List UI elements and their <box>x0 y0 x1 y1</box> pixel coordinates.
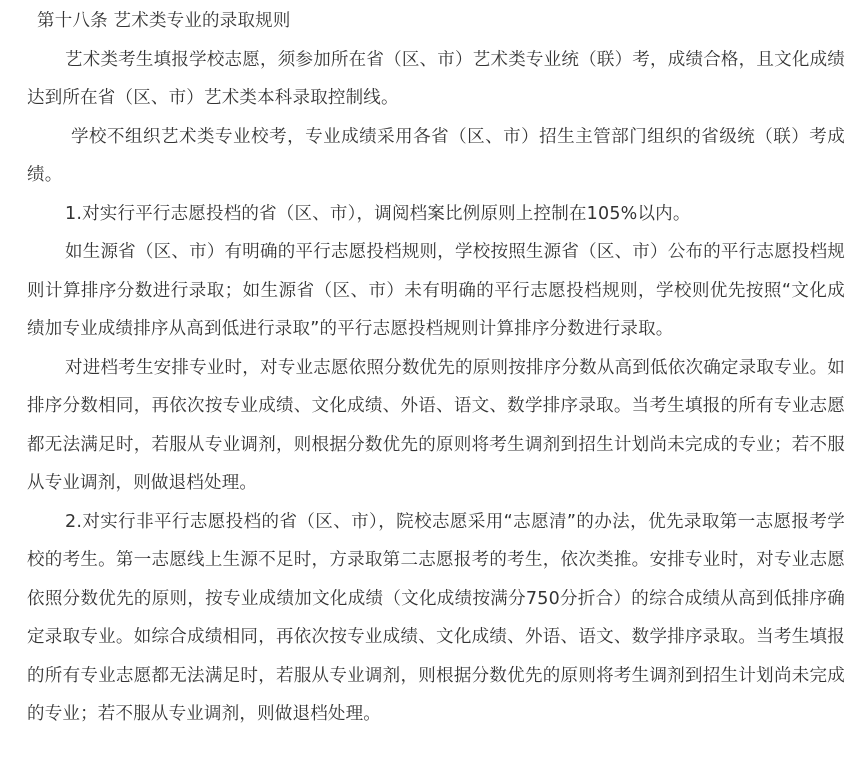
paragraph-parallel-rules: 如生源省（区、市）有明确的平行志愿投档规则，学校按照生源省（区、市）公布的平行志愿投档规则计算排序分数进行录取；如生源省（区、市）未有明确的平行志愿投档规则，学校则优先按照“文化成绩加专业成绩排序从高到低进行录取”的平行志愿投档规则计算排序分数进行录取。 <box>27 242 845 339</box>
paragraph-non-parallel: 2.对实行非平行志愿投档的省（区、市），院校志愿采用“志愿清”的办法，优先录取第一志愿报考学校的考生。第一志愿线上生源不足时，方录取第二志愿报考的考生，依次类推。安排专业时，对专业志愿依照分数优先的原则，按专业成绩加文化成绩（文化成绩按满分750分折合）的综合成绩从高到低排序确定录取专业。如综合成绩相同，再依次按专业成绩、文化成绩、外语、语文、数学排序录取。当考生填报的所有专业志愿都无法满足时，若服从专业调剂，则根据分数优先的原则将考生调剂到招生计划尚未完成的专业；若不服从专业调剂，则做退档处理。 <box>27 511 845 724</box>
paragraph-major-assignment: 对进档考生安排专业时，对专业志愿依照分数优先的原则按排序分数从高到低依次确定录取专业。如排序分数相同，再依次按专业成绩、文化成绩、外语、语文、数学排序录取。当考生填报的所有专业志愿都无法满足时，若服从专业调剂，则根据分数优先的原则将考生调剂到招生计划尚未完成的专业；若不服从专业调剂，则做退档处理。 <box>27 357 845 493</box>
paragraph-parallel-ratio: 1.对实行平行志愿投档的省（区、市），调阅档案比例原则上控制在105%以内。 <box>65 203 691 224</box>
paragraph-no-school-exam: 学校不组织艺术类专业校考，专业成绩采用各省（区、市）招生主管部门组织的省级统（联）考成绩。 <box>27 126 845 185</box>
document-body <box>27 2 845 734</box>
article-title: 第十八条 艺术类专业的录取规则 <box>37 11 291 31</box>
paragraph-art-exam-requirement: 艺术类考生填报学校志愿，须参加所在省（区、市）艺术类专业统（联）考，成绩合格，且文化成绩达到所在省（区、市）艺术类本科录取控制线。 <box>27 49 845 108</box>
